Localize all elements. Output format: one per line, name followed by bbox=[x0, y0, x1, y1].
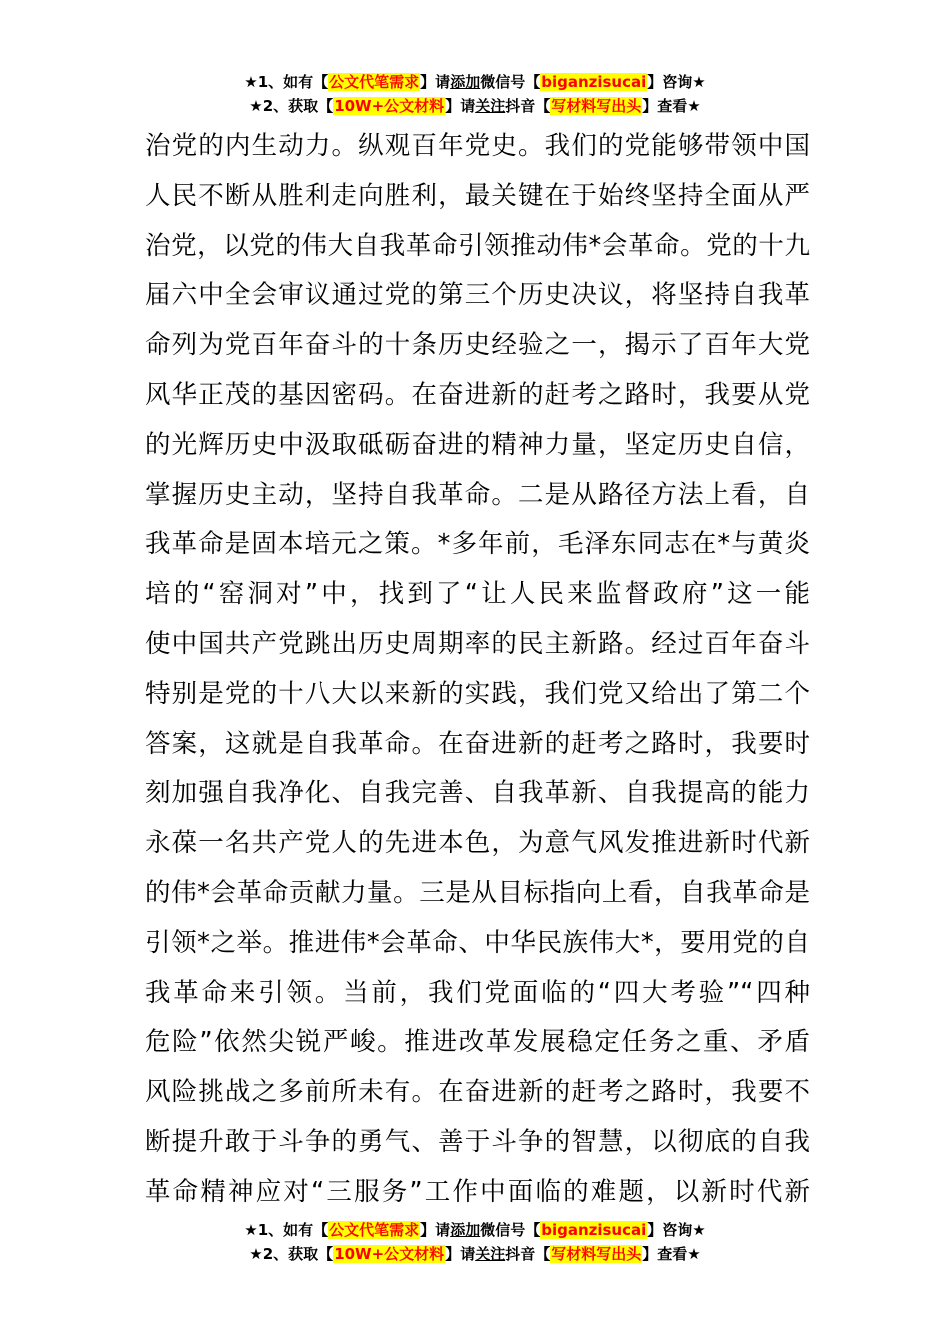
body-line: 危险”依然尖锐严峻。推进改革发展稳定任务之重、矛盾 bbox=[145, 1027, 810, 1058]
highlight-douyin-account: 写材料写出头 bbox=[551, 1245, 642, 1263]
banner-line-2: ★2、获取【10W+公文材料】请关注抖音【写材料写出头】查看★ bbox=[249, 1245, 701, 1263]
body-line: 特别是党的十八大以来新的实践，我们党又给出了第二个 bbox=[145, 678, 810, 709]
banner-line-1: ★1、如有【公文代笔需求】请添加微信号【biganzisucai】咨询★ bbox=[244, 1221, 706, 1239]
body-line: 风险挑战之多前所未有。在奋进新的赶考之路时，我要不 bbox=[145, 1077, 810, 1108]
body-line: 命列为党百年奋斗的十条历史经验之一，揭示了百年大党 bbox=[145, 330, 810, 361]
body-line: 人民不断从胜利走向胜利，最关键在于始终坚持全面从严 bbox=[145, 180, 810, 211]
body-line: 引领*之举。推进伟*会革命、中华民族伟大*，要用党的自 bbox=[145, 927, 810, 958]
body-line: 的光辉历史中汲取砥砺奋进的精神力量，坚定历史自信， bbox=[145, 429, 810, 460]
highlight-wechat-id: biganzisucai bbox=[541, 73, 647, 91]
highlight-service: 公文代笔需求 bbox=[329, 1221, 420, 1239]
body-line: 治党，以党的伟大自我革命引领推动伟*会革命。党的十九 bbox=[145, 230, 810, 261]
body-line: 我革命是固本培元之策。*多年前，毛泽东同志在*与黄炎 bbox=[145, 529, 810, 560]
body-line: 答案，这就是自我革命。在奋进新的赶考之路时，我要时 bbox=[145, 728, 810, 759]
body-line: 的伟*会革命贡献力量。三是从目标指向上看，自我革命是 bbox=[145, 877, 810, 908]
body-line: 断提升敢于斗争的勇气、善于斗争的智慧，以彻底的自我 bbox=[145, 1126, 810, 1157]
body-line: 使中国共产党跳出历史周期率的民主新路。经过百年奋斗 bbox=[145, 628, 810, 659]
body-line: 我革命来引领。当前，我们党面临的“四大考验”“四种 bbox=[145, 977, 810, 1008]
highlight-wechat-id: biganzisucai bbox=[541, 1221, 647, 1239]
header-banner bbox=[0, 70, 950, 118]
body-line: 刻加强自我净化、自我完善、自我革新、自我提高的能力 bbox=[145, 778, 810, 809]
body-line: 革命精神应对“三服务”工作中面临的难题，以新时代新 bbox=[145, 1176, 810, 1207]
highlight-materials: 10W+公文材料 bbox=[334, 97, 445, 115]
body-line: 永葆一名共产党人的先进本色，为意气风发推进新时代新 bbox=[145, 828, 810, 859]
body-line: 治党的内生动力。纵观百年党史。我们的党能够带领中国 bbox=[145, 131, 810, 161]
body-line: 风华正茂的基因密码。在奋进新的赶考之路时，我要从党 bbox=[145, 379, 810, 410]
highlight-materials: 10W+公文材料 bbox=[334, 1245, 445, 1263]
document-body bbox=[145, 122, 810, 1218]
banner-line-1: ★1、如有【公文代笔需求】请添加微信号【biganzisucai】咨询★ bbox=[244, 73, 706, 91]
footer-banner bbox=[0, 1218, 950, 1266]
highlight-douyin-account: 写材料写出头 bbox=[551, 97, 642, 115]
body-line: 掌握历史主动，坚持自我革命。二是从路径方法上看，自 bbox=[145, 479, 810, 510]
body-line: 培的“窑洞对”中，找到了“让人民来监督政府”这一能 bbox=[145, 579, 810, 610]
body-line: 届六中全会审议通过党的第三个历史决议，将坚持自我革 bbox=[145, 280, 810, 311]
highlight-service: 公文代笔需求 bbox=[329, 73, 420, 91]
banner-line-2: ★2、获取【10W+公文材料】请关注抖音【写材料写出头】查看★ bbox=[249, 97, 701, 115]
